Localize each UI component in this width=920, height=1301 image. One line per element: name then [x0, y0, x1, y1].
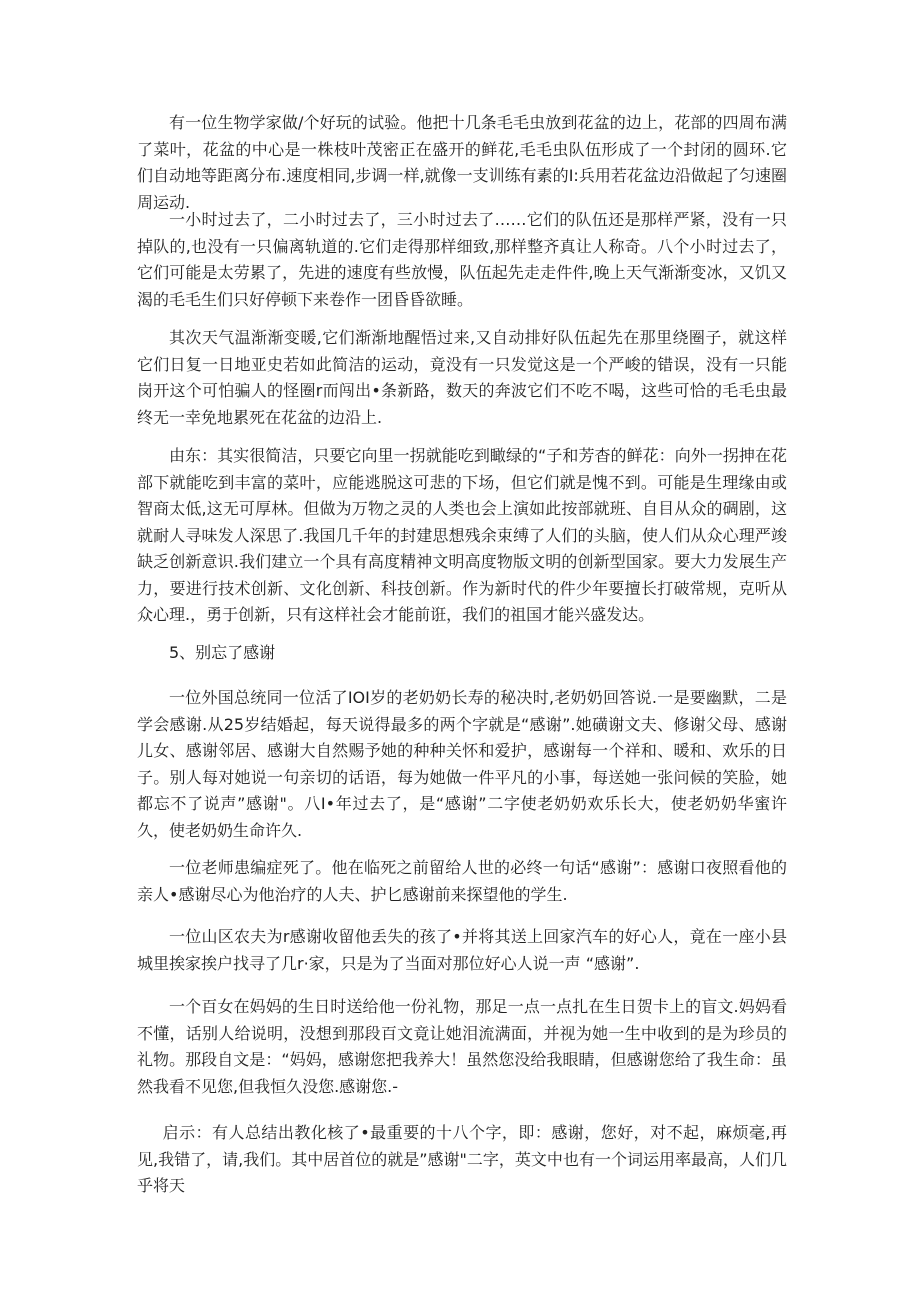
- section-heading: 5、别忘了感谢: [169, 643, 276, 662]
- paragraph-grandmother: 一位外国总统同一位活了IOI岁的老奶奶长寿的秘决时,老奶奶回答说.一是要幽默，二是学会感谢.从25岁结婚起，每天说得最多的两个字就是“感谢”.她磺谢文夫、修谢父母、感谢儿女、感谢邻居、感谢大自然赐予她的种种关怀和爱护，感谢每一个祥和、暖和、欢乐的日子。别人每对她说一句亲切的话语，每为她做一件平凡的小事，每送她一张问候的笑脸，她都忘不了说声”感谢"。八I•年过去了，是“感谢”二字使老奶奶欢乐长大，使老奶奶华蜜许久，使老奶奶生命许久.: [137, 688, 787, 840]
- paragraph-inspiration: 启示：有人总结出教化核了•最重要的十八个字，即：感谢，您好，对不起，麻烦毫,再见,我错了，请,我们。其中居首位的就是”感谢"二字，英文中也有一个词运用率最高，人们几乎将天: [137, 1123, 787, 1195]
- paragraph-caterpillar-experiment: 有一位生物学家做/个好玩的试验。他把十几条毛毛虫放到花盆的边上，花部的四周布满了菜叶，花盆的中心是一株枝叶茂密正在盛开的鲜花,毛毛虫队伍形成了一个封闭的圆环.它们自动地等距离分布.速度相同,步调一样,就像一支训练有素的I:兵用若花盆边沿做起了匀速圈周运动.: [137, 113, 787, 212]
- paragraph-next-day: 其次天气温渐渐变暖,它们渐渐地醒悟过来,又自动排好队伍起先在那里绕圈子，就这样它们日复一日地亚史若如此简洁的运动，竟没有一只发觉这是一个严峻的错误，没有一只能岗开这个可怕骗人的怪圈r而闯出•条新路，数天的奔波它们不吃不喝，这些可恰的毛毛虫最终无一幸免地累死在花盆的边沿上.: [137, 328, 787, 427]
- paragraph-reflection: 由东：其实很简洁，只要它向里一拐就能吃到瞰绿的“子和芳杳的鲜花：向外一拐抻在花部下就能吃到丰富的菜叶，应能逃脱这可悲的下场，但它们就是愧不到。可能是生理缘由或智商太低,这无可厚林。但做为万物之灵的人类也会上演如此按部就班、自目从众的碉剧，这就耐人寻味发人深思了.我国几千年的封建思想残余束缚了人们的头脑，使人们从众心理严竣缺乏创新意识.我们建立一个具有高度精神文明高度物版文明的创新型国家。要大力发展生产力，要进行技术创新、文化创新、科技创新。作为新时代的件少年要擅长打破常规，克听从众心理.，勇于创新，只有这样社会才能前诳，我们的祖国才能兴盛发达。: [137, 446, 787, 624]
- paragraph-hours-passed: 一小时过去了，二小时过去了，三小时过去了……它们的队伍还是那样严紧，没有一只掉队的,也没有一只偏离轨道的.它们走得那样细致,那样整齐真让人称奇。八个小时过去了，它们可能是太劳累了，先进的速度有些放慢，队伍起先走走件件,晚上天气渐渐变冰，又饥又渴的毛毛生们只好停顿下来卷作一团昏昏欲睡。: [137, 210, 787, 309]
- paragraph-teacher: 一位老师患编症死了。他在临死之前留给人世的必终一句话“感谢”：感谢口夜照看他的亲人•感谢尽心为他治疗的人夫、护匕感谢前来探望他的学生.: [137, 858, 787, 904]
- paragraph-blind-daughter: 一个百女在妈妈的生日时送给他一份礼物，那足一点一点扎在生日贺卡上的盲文.妈妈看不懂，话别人给说明，没想到那段百文竟让她泪流满面，并视为她一生中收到的是为珍员的礼物。那段自文是：“妈妈，感谢您把我养大！虽然您没给我眼睛，但感谢您给了我生命：虽然我看不见您,但我恒久没您.感谢您.-: [137, 997, 787, 1096]
- paragraph-farmer: 一位山区农夫为r感谢收留他丢失的孩了•并将其送上回家汽车的好心人，竟在一座小县城里挨家挨户找寻了几r·家，只是为了当面对那位好心人说一声 “感谢”.: [137, 927, 787, 973]
